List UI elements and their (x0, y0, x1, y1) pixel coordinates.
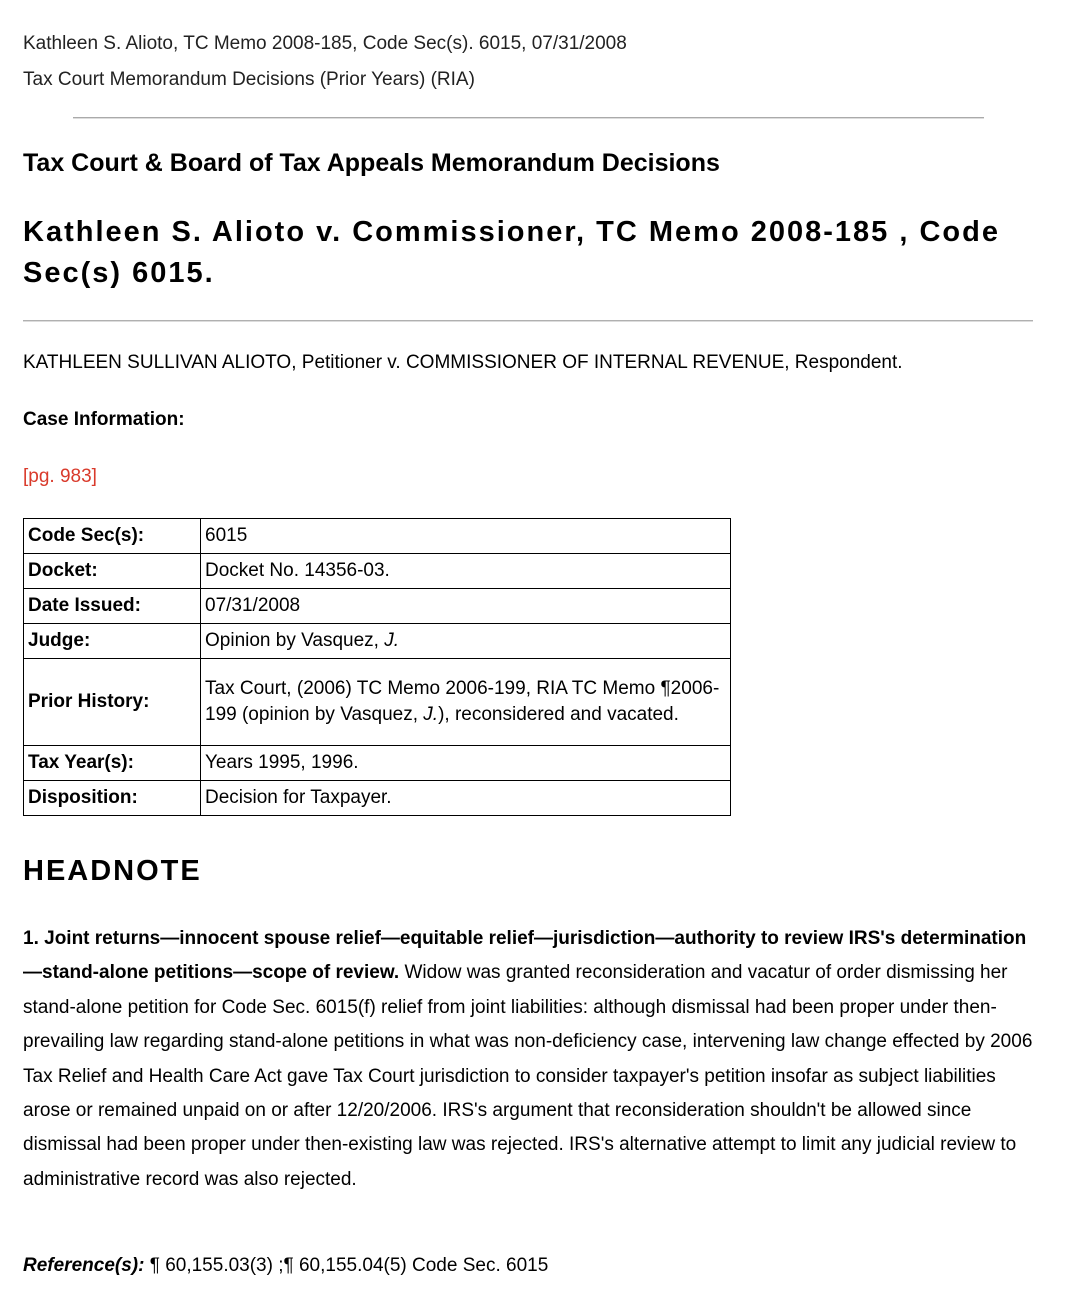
row-value: 6015 (201, 519, 731, 554)
reference-label: Reference(s): (23, 1255, 145, 1276)
prior-history-judge-initial: J. (423, 704, 439, 725)
row-value: Years 1995, 1996. (201, 746, 731, 781)
case-title: Kathleen S. Alioto v. Commissioner, TC Memo 2008-185 , Code Sec(s) 6015. (23, 216, 1000, 289)
row-label: Judge: (24, 624, 201, 659)
row-label: Prior History: (24, 659, 201, 746)
table-row (24, 519, 731, 554)
source-line: Tax Court Memorandum Decisions (Prior Years) (RIA) (23, 69, 475, 90)
row-value (201, 659, 731, 746)
row-value (201, 624, 731, 659)
table-row (24, 781, 731, 816)
parties-line: KATHLEEN SULLIVAN ALIOTO, Petitioner v. COMMISSIONER OF INTERNAL REVENUE, Respondent. (23, 352, 903, 373)
headnote-text: Widow was granted reconsideration and vacatur of order dismissing her stand-alone petition for Code Sec. 6015(f) relief from joint liabilities: although dismissal had been proper under then-prevailing law regarding stand-alone petitions in what was non-deficiency case, intervening law change effected by 2006 Tax Relief and Health Care Act gave Tax Court jurisdiction to consider taxpayer's petition insofar as subject liabilities arose or remained unpaid on or after 12/20/2006. IRS's argument that reconsideration shouldn't be allowed since dismissal had been proper under then-existing law was rejected. IRS's alternative attempt to limit any judicial review to administrative record was also rejected. (23, 962, 1033, 1190)
prior-history-text-post: ), reconsidered and vacated. (438, 704, 679, 725)
case-info-table (23, 518, 731, 816)
table-row (24, 589, 731, 624)
table-row (24, 624, 731, 659)
prior-history-text: Tax Court, (2006) TC Memo 2006-199, RIA TC Memo ¶2006-199 (opinion by Vasquez, (205, 678, 720, 725)
row-value: Docket No. 14356-03. (201, 554, 731, 589)
row-label: Disposition: (24, 781, 201, 816)
judge-initial: J. (384, 630, 399, 651)
row-label: Docket: (24, 554, 201, 589)
table-row (24, 554, 731, 589)
case-information-label: Case Information: (23, 409, 185, 430)
row-label: Date Issued: (24, 589, 201, 624)
citation-line: Kathleen S. Alioto, TC Memo 2008-185, Code Sec(s). 6015, 07/31/2008 (23, 33, 627, 54)
headnote-lead: 1. Joint returns—innocent spouse relief—equitable relief—jurisdiction—authority to review IRS's determination—stand-alone petitions—scope of review. (23, 928, 1027, 984)
row-value: 07/31/2008 (201, 589, 731, 624)
headnote-heading: HEADNOTE (23, 855, 202, 887)
row-label: Tax Year(s): (24, 746, 201, 781)
judge-text: Opinion by Vasquez, (205, 630, 385, 651)
table-row (24, 746, 731, 781)
table-row (24, 659, 731, 746)
top-divider (73, 117, 984, 119)
row-value: Decision for Taxpayer. (201, 781, 731, 816)
reference-text: ¶ 60,155.03(3) ;¶ 60,155.04(5) Code Sec. 6015 (144, 1255, 549, 1276)
references (23, 1255, 548, 1277)
row-label: Code Sec(s): (24, 519, 201, 554)
headnote-body (23, 922, 1043, 1197)
collection-title: Tax Court & Board of Tax Appeals Memorandum Decisions (23, 149, 720, 177)
page-reference: [pg. 983] (23, 466, 97, 487)
title-divider (23, 320, 1033, 322)
